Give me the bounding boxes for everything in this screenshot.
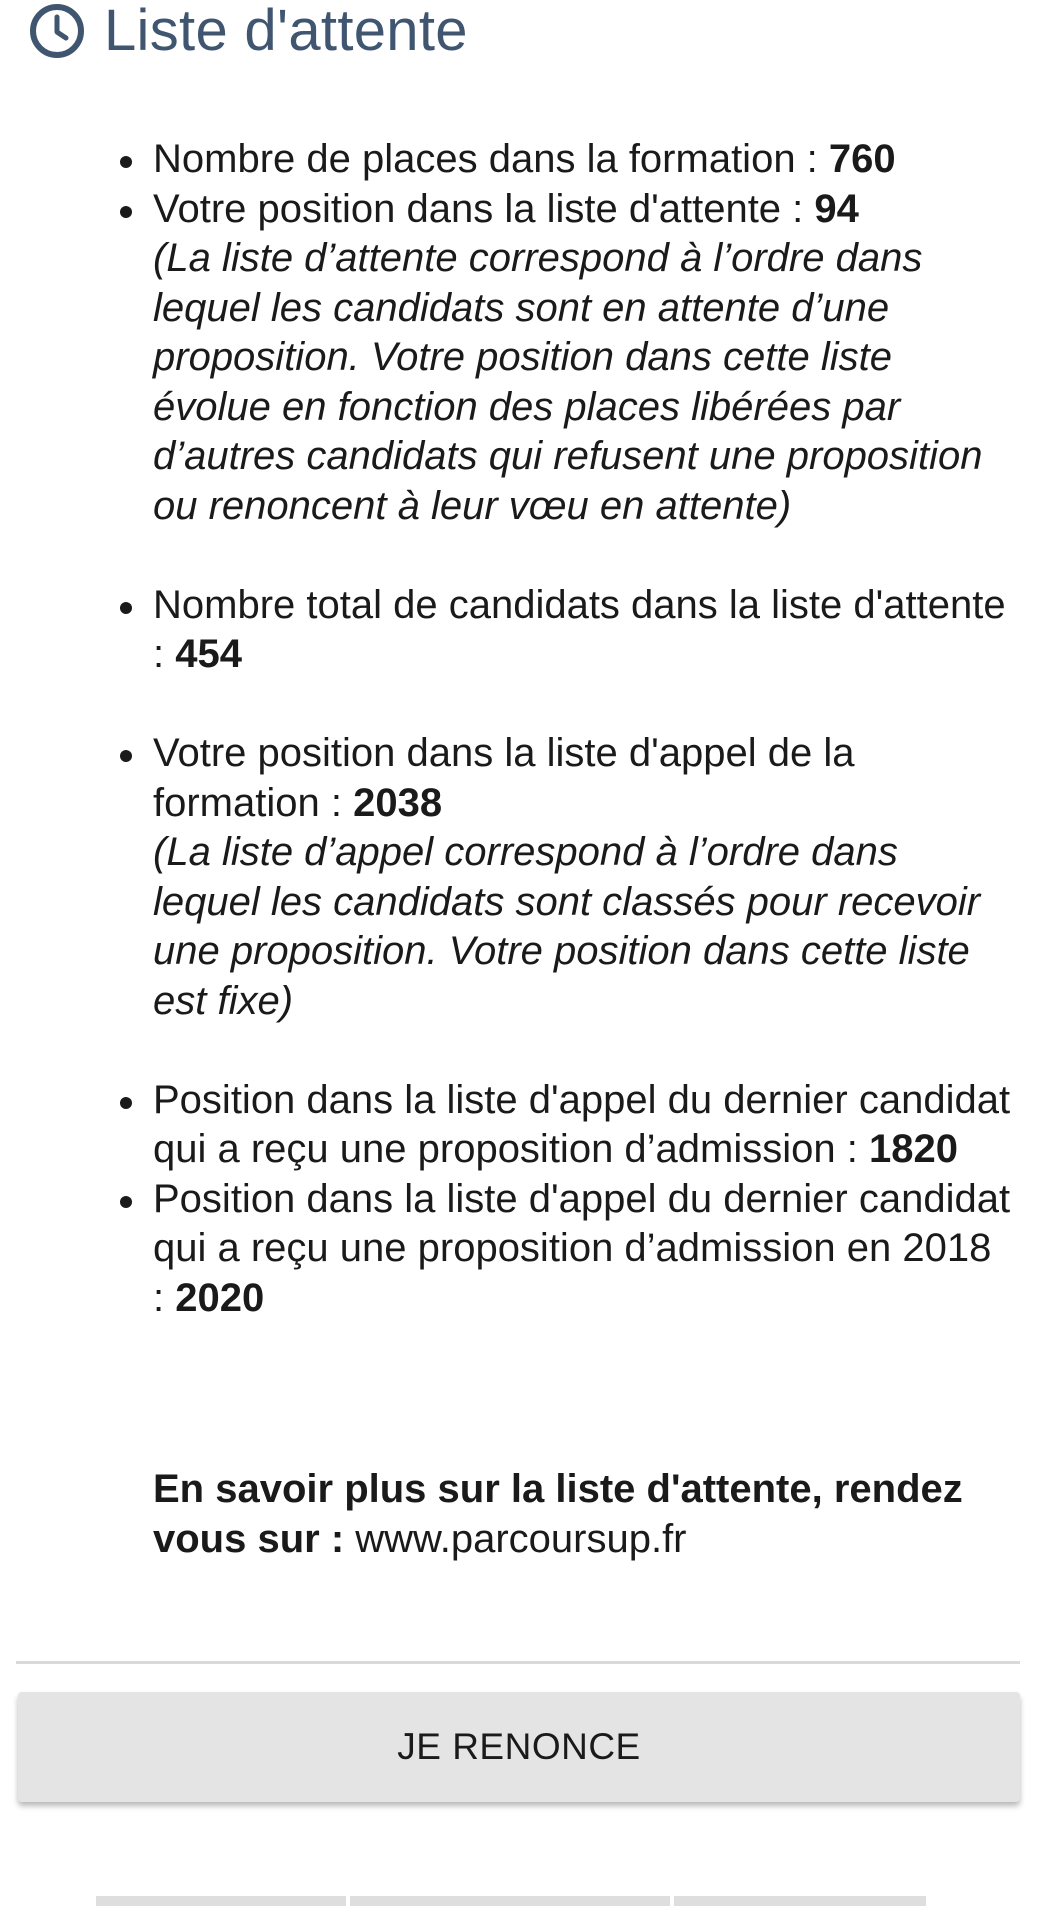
bottom-tab[interactable] — [350, 1896, 670, 1906]
item-label: Position dans la liste d'appel du dernier candidat qui a reçu une proposition d’admission : — [153, 1077, 1011, 1171]
item-value: 94 — [814, 186, 859, 231]
list-item-last-admitted-2018 — [153, 1175, 1013, 1324]
clock-icon — [28, 2, 86, 60]
page-title: Liste d'attente — [104, 0, 468, 63]
list-item-places — [153, 135, 1013, 185]
item-label: Nombre total de candidats dans la liste d'attente : — [153, 582, 1006, 676]
more-info-label: En savoir plus sur la liste d'attente, rendez vous sur : — [153, 1467, 963, 1561]
item-label: Position dans la liste d'appel du dernier candidat qui a reçu une proposition d’admission en 2018 : — [153, 1176, 1011, 1320]
section-header — [28, 0, 468, 62]
list-item-total-candidates — [153, 581, 1013, 680]
bottom-tab[interactable] — [96, 1896, 346, 1906]
item-value: 760 — [828, 137, 896, 181]
renounce-button[interactable]: JE RENONCE — [18, 1692, 1020, 1802]
more-info-link[interactable]: www.parcoursup.fr — [355, 1516, 687, 1561]
item-label: Votre position dans la liste d'attente : — [153, 186, 815, 231]
waitlist-info-list — [153, 135, 1013, 1323]
item-value: 1820 — [868, 1127, 958, 1171]
item-value: 454 — [175, 632, 242, 676]
item-value: 2020 — [175, 1275, 265, 1320]
item-label: Nombre de places dans la formation : — [153, 137, 829, 181]
list-item-call-list-position — [153, 729, 1013, 1026]
bottom-tab[interactable] — [674, 1896, 926, 1906]
item-value: 2038 — [353, 780, 443, 825]
more-info — [153, 1465, 1013, 1564]
item-note: (La liste d’attente correspond à l’ordre dans lequel les candidats sont en attente d’une proposition. Votre position dans cette liste évolue en fonction des places libérées par d’autres candidats qui refusent une proposition ou renoncent à leur vœu en attente) — [153, 236, 983, 528]
list-item-waitlist-position — [153, 185, 1013, 532]
list-item-last-admitted — [153, 1076, 1013, 1175]
item-note: (La liste d’appel correspond à l’ordre dans lequel les candidats sont classés pour recevoir une proposition. Votre position dans cette liste est fixe) — [153, 830, 981, 1023]
divider — [16, 1661, 1020, 1664]
item-label: Votre position dans la liste d'appel de la formation : — [153, 731, 855, 825]
